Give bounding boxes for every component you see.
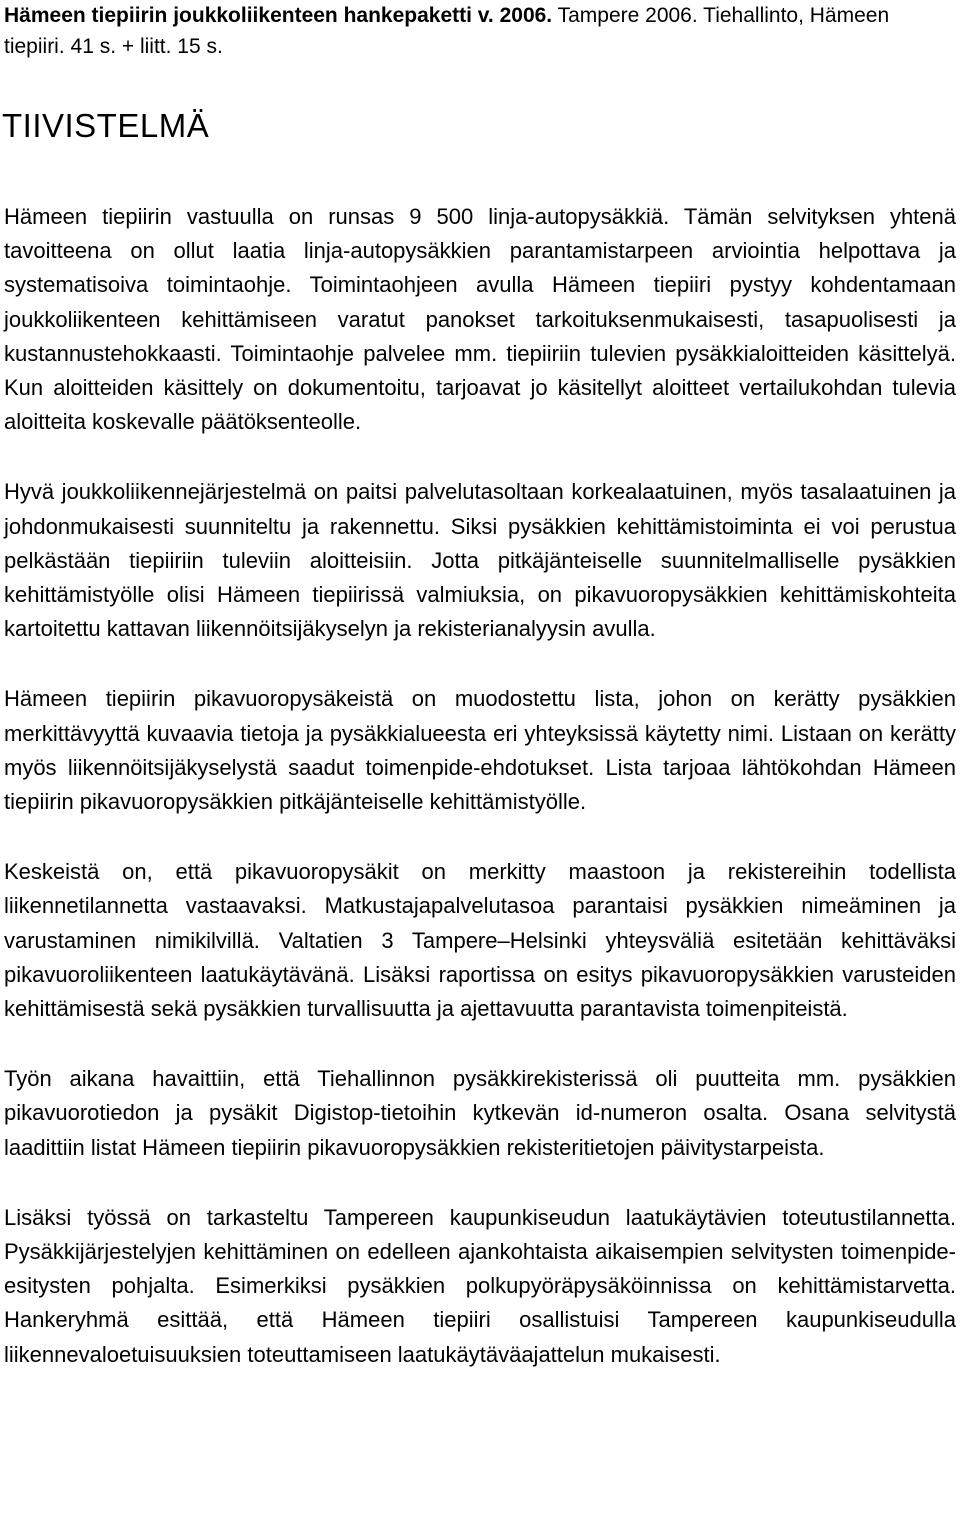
paragraph-1: Hämeen tiepiirin vastuulla on runsas 9 500 linja-autopysäkkiä. Tämän selvityksen yhtenä tavoitteena on ollut laatia linja-autopysäkkien parantamistarpeen arviointia helpottava ja systematisoiva toimintaohje. Toimintaohjeen avulla Hämeen tiepiiri pystyy kohdentamaan joukkoliikenteen kehittämiseen varatut panokset tarkoituksenmukaisesti, tasapuolisesti ja kustannustehokkaasti. Toimintaohje palvelee mm. tiepiiriin tulevien pysäkkialoitteiden käsittelyä. Kun aloitteiden käsittely on dokumentoitu, tarjoavat jo käsitellyt aloitteet vertailukohdan tulevia aloitteita koskevalle päätöksenteolle. bbox=[4, 204, 956, 435]
paragraph-5: Työn aikana havaittiin, että Tiehallinnon pysäkkirekisterissä oli puutteita mm. pysäkkien pikavuorotiedon ja pysäkit Digistop-tietoihin kytkevän id-numeron osalta. Osana selvitystä laadittiin listat Hämeen tiepiirin pikavuoropysäkkien rekisteritietojen päivitystarpeista. bbox=[4, 1066, 956, 1160]
publication-details: Tampere 2006. Tiehallinto, Hämeen tiepiiri. 41 s. + liitt. 15 s. bbox=[4, 4, 890, 58]
paragraph-4: Keskeistä on, että pikavuoropysäkit on merkitty maastoon ja rekistereihin todellista liikennetilannetta vastaavaksi. Matkustajapalvelutasoa parantaisi pysäkkien nimeäminen ja varustaminen nimikilvillä. Valtatien 3 Tampere–Helsinki yhteysväliä esitetään kehittäväksi pikavuoroliikenteen laatukäytävänä. Lisäksi raportissa on esitys pikavuoropysäkkien varusteiden kehittämisestä sekä pysäkkien turvallisuutta ja ajettavuutta parantavista toimenpiteistä. bbox=[4, 859, 956, 1022]
bibliographic-header bbox=[4, 0, 954, 62]
paragraph-3: Hämeen tiepiirin pikavuoropysäkeistä on muodostettu lista, johon on kerätty pysäkkien merkittävyyttä kuvaavia tietoja ja pysäkkialueesta eri yhteyksissä käytetty nimi. Listaan on kerätty myös liikennöitsijäkyselystä saadut toimenpide-ehdotukset. Lista tarjoaa lähtökohdan Hämeen tiepiirin pikavuoropysäkkien pitkäjänteiselle kehittämistyölle. bbox=[4, 686, 956, 815]
report-title-citation: Hämeen tiepiirin joukkoliikenteen hankepaketti v. 2006. bbox=[4, 4, 553, 27]
section-title: TIIVISTELMÄ bbox=[2, 107, 210, 144]
paragraph-2: Hyvä joukkoliikennejärjestelmä on paitsi palvelutasoltaan korkealaatuinen, myös tasalaatuinen ja johdonmukaisesti suunniteltu ja rakennettu. Siksi pysäkkien kehittämistoiminta ei voi perustua pelkästään tiepiiriin tuleviin aloitteisiin. Jotta pitkäjänteiselle suunnitelmalliselle pysäkkien kehittämistyölle olisi Hämeen tiepiirissä valmiuksia, on pikavuoropysäkkien kehittämiskohteita kartoitettu kattavan liikennöitsijäkyselyn ja rekisterianalyysin avulla. bbox=[4, 479, 956, 642]
paragraph-6: Lisäksi työssä on tarkasteltu Tampereen kaupunkiseudun laatukäytävien toteutustilannetta. Pysäkkijärjestelyjen kehittäminen on edelleen ajankohtaista aikaisempien selvitysten toimenpide-esitysten pohjalta. Esimerkiksi pysäkkien polkupyöräpysäköinnissa on kehittämistarvetta. Hankeryhmä esittää, että Hämeen tiepiiri osallistuisi Tampereen kaupunkiseudulla liikennevaloetuisuuksien toteuttamiseen laatukäytäväajattelun mukaisesti. bbox=[4, 1204, 956, 1367]
abstract-body bbox=[4, 200, 956, 1408]
